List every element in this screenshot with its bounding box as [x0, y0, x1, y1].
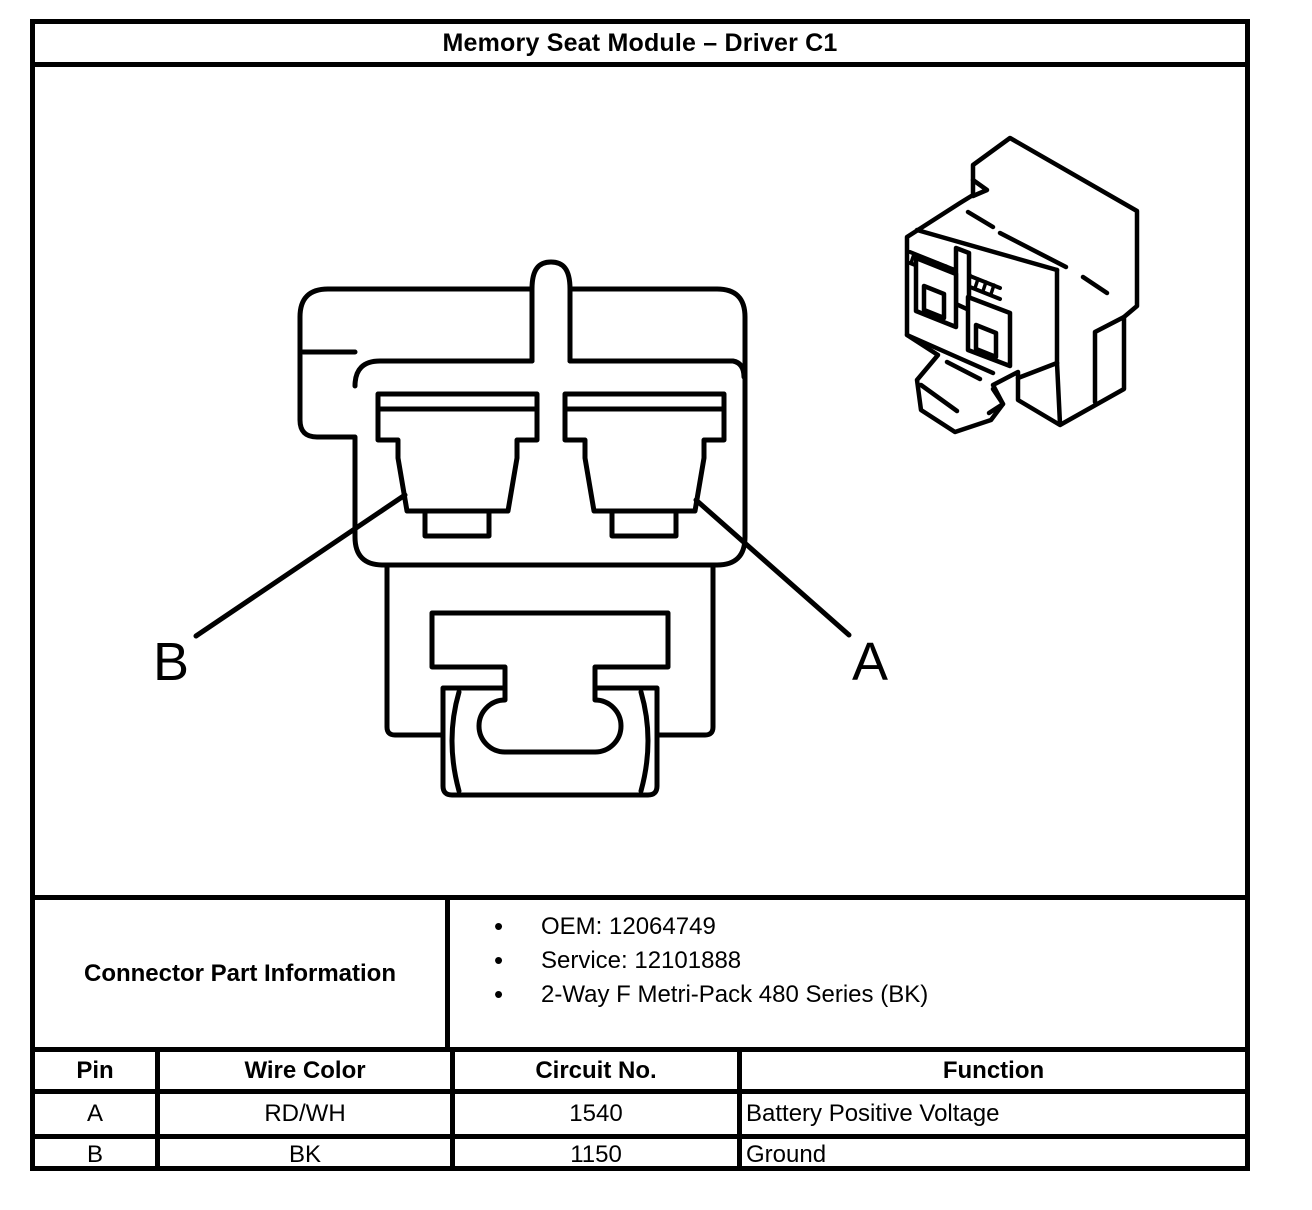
- list-item: [494, 979, 1245, 1013]
- title-bar: [35, 24, 1245, 67]
- col-header-pin: Pin: [76, 1056, 114, 1084]
- pin-label-b: B: [152, 632, 190, 692]
- col-header-circuit-no: Circuit No.: [450, 1052, 737, 1089]
- cell-circuit: 1150: [450, 1139, 737, 1171]
- bullet-icon: •: [494, 979, 504, 1009]
- cavity-b-tab: [425, 511, 489, 536]
- pin-label-a: A: [851, 632, 889, 692]
- list-item: [494, 911, 1245, 945]
- leader-line-a: [696, 500, 849, 635]
- cavity-a-tab: [612, 511, 676, 536]
- iso-right-bottom-edge: [1057, 363, 1060, 424]
- cell-wire-color: RD/WH: [155, 1094, 450, 1134]
- page-title: Memory Seat Module – Driver C1: [442, 28, 838, 57]
- table-row: [35, 1094, 1245, 1139]
- table-row: [35, 1139, 1245, 1171]
- connector-part-info-section: [35, 895, 1245, 1047]
- cell-wire-color: BK: [155, 1139, 450, 1171]
- cavity-b-outline: [378, 394, 537, 511]
- inner-top-line-right: [570, 361, 744, 377]
- notch-channel: [532, 289, 570, 361]
- col-header-function: Function: [737, 1052, 1245, 1089]
- table-header-row: [35, 1052, 1245, 1094]
- pinout-table: [35, 1047, 1245, 1171]
- cell-circuit: 1540: [450, 1094, 737, 1134]
- cell-pin: A: [86, 1100, 103, 1127]
- connector-part-info-heading: Connector Part Information: [83, 959, 396, 987]
- connector-part-info-cell: [35, 900, 450, 1047]
- inner-top-line-left: [355, 361, 532, 386]
- connector-face-and-iso-drawing: [35, 67, 1245, 895]
- bullet-icon: •: [494, 945, 504, 975]
- service-number: Service: 12101888: [541, 947, 742, 974]
- connector-series: 2-Way F Metri-Pack 480 Series (BK): [541, 981, 929, 1008]
- cavity-a-outline: [565, 394, 724, 511]
- cell-function: Ground: [737, 1139, 1245, 1171]
- connector-diagram-area: [35, 67, 1245, 895]
- connector-part-info-list: [450, 900, 1245, 1047]
- document-frame: [30, 19, 1250, 1171]
- cell-function: Battery Positive Voltage: [737, 1094, 1245, 1134]
- oem-number: OEM: 12064749: [541, 913, 716, 940]
- col-header-wire-color: Wire Color: [155, 1052, 450, 1089]
- cell-pin: B: [86, 1141, 103, 1168]
- bullet-icon: •: [494, 911, 504, 941]
- list-item: [494, 945, 1245, 979]
